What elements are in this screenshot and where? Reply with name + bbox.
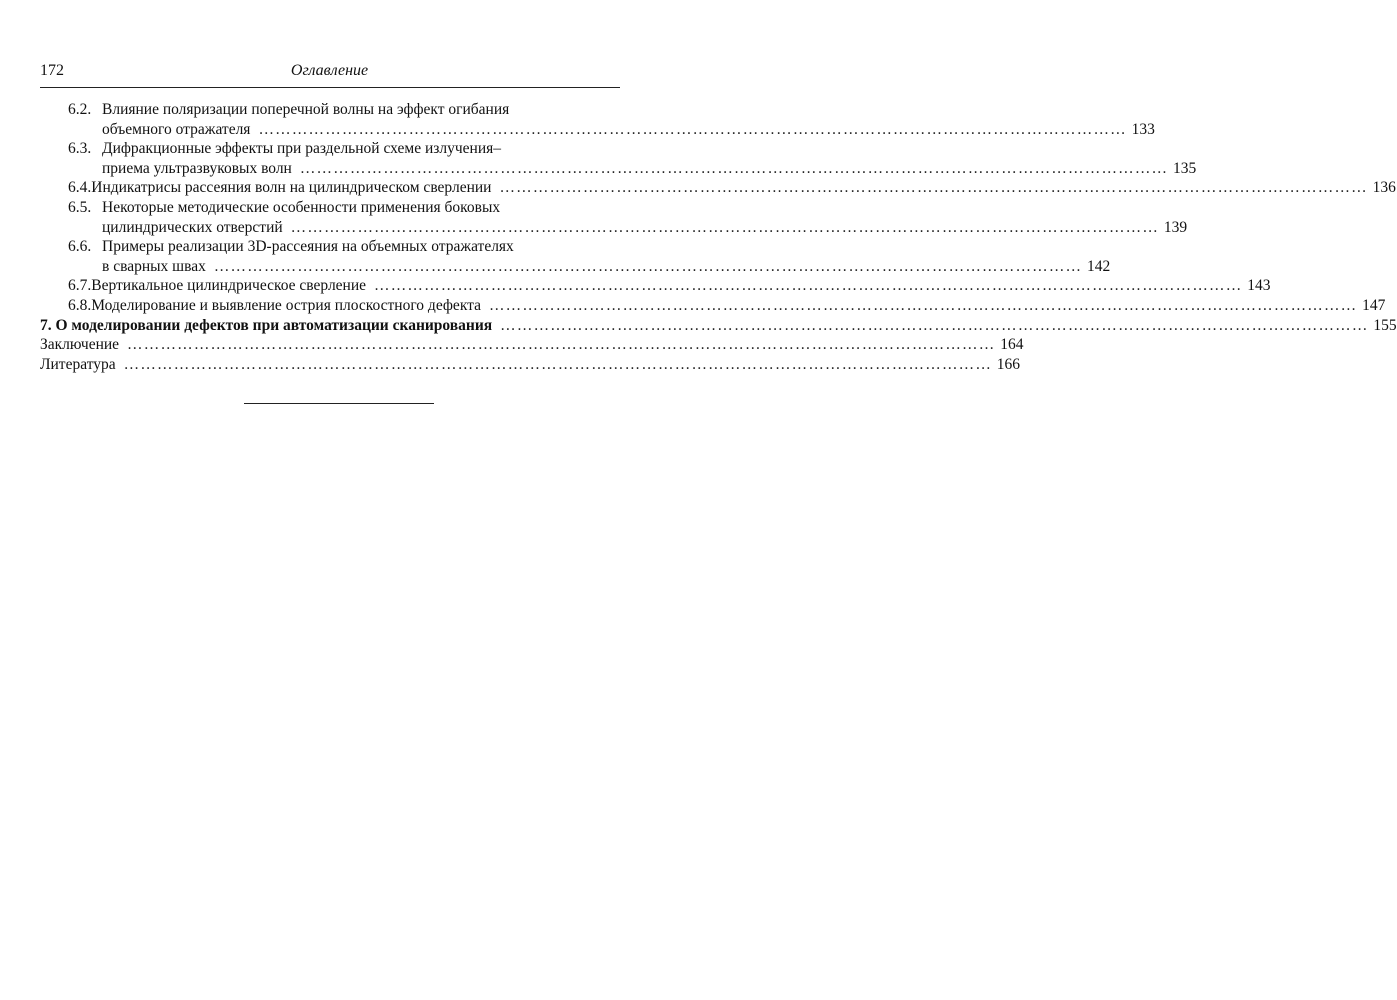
toc-entry-6-8[interactable] xyxy=(68,296,1386,316)
toc-page-number: 155 xyxy=(1373,316,1397,334)
toc-entry-number: 6.4. xyxy=(68,179,92,197)
toc-entry-title-last: в сварных швах xyxy=(102,257,206,275)
toc-entry-conclusion[interactable] xyxy=(40,335,1024,355)
toc-entry-number: 6.3. xyxy=(68,140,92,158)
toc-chapter-title: 7. О моделировании дефектов при автоматизации сканирования xyxy=(40,316,493,334)
toc-page-number: 139 xyxy=(1163,218,1188,236)
toc-page-number: 147 xyxy=(1362,296,1386,314)
dot-leader: ………………………………………………………………………………………………………………………………………… xyxy=(299,159,1169,177)
toc-page-number: 143 xyxy=(1247,277,1271,295)
toc-entry-6-2[interactable] xyxy=(68,100,1155,139)
toc-entry-6-5[interactable] xyxy=(68,198,1188,237)
toc-entry-references[interactable] xyxy=(40,355,1021,375)
dot-leader: ………………………………………………………………………………………………………………………………………… xyxy=(258,120,1127,138)
toc-entry-title-last: объемного отражателя xyxy=(102,120,251,138)
toc-page-number: 135 xyxy=(1173,159,1197,177)
toc-page-number: 133 xyxy=(1131,120,1155,138)
toc-entry-number: 6.8. xyxy=(68,296,92,314)
toc-chapter-title: Литература xyxy=(40,355,116,373)
toc-entry-6-7[interactable] xyxy=(68,276,1271,296)
toc-entry-title-last: цилиндрических отверстий xyxy=(102,218,283,236)
toc-entry-title-first: Примеры реализации 3D-рассеяния на объемных отражателях xyxy=(102,238,514,256)
toc-entry-6-6[interactable] xyxy=(68,237,1111,276)
toc-entry-title-first: Дифракционные эффекты при раздельной схеме излучения– xyxy=(102,140,501,158)
dot-leader: ………………………………………………………………………………………………………………………………………… xyxy=(127,336,996,354)
table-of-contents xyxy=(40,100,1397,374)
running-title: Оглавление xyxy=(290,62,369,79)
toc-entry-title-last: Моделирование и выявление острия плоскостного дефекта xyxy=(91,296,481,314)
dot-leader: ………………………………………………………………………………………………………………………………………… xyxy=(213,257,1083,275)
dot-leader: ………………………………………………………………………………………………………………………………………… xyxy=(499,179,1368,197)
running-head xyxy=(40,62,619,84)
toc-entry-title-last: Индикатрисы рассеяния волн на цилиндрическом сверлении xyxy=(91,179,492,197)
dot-leader: ………………………………………………………………………………………………………………………………………… xyxy=(488,296,1358,314)
toc-entry-title-last: приема ультразвуковых волн xyxy=(102,159,292,177)
toc-entry-title-last: Вертикальное цилиндрическое сверление xyxy=(91,277,367,295)
dot-leader: ………………………………………………………………………………………………………………………………………… xyxy=(374,277,1243,295)
dot-leader: ………………………………………………………………………………………………………………………………………… xyxy=(123,355,993,373)
toc-entry-number: 6.5. xyxy=(68,198,92,216)
toc-entry-6-4[interactable] xyxy=(68,178,1396,198)
toc-entry-number: 6.7. xyxy=(68,277,92,295)
dot-leader: ………………………………………………………………………………………………………………………………………… xyxy=(500,316,1369,334)
toc-page-number: 166 xyxy=(996,355,1021,373)
toc-entry-number: 6.6. xyxy=(68,238,92,256)
end-rule xyxy=(244,403,434,404)
header-rule xyxy=(40,87,620,88)
toc-entry-chapter-7[interactable] xyxy=(40,316,1397,336)
toc-page-number: 142 xyxy=(1087,257,1111,275)
toc-entry-title-first: Некоторые методические особенности применения боковых xyxy=(102,198,501,216)
toc-page-number: 164 xyxy=(1000,336,1024,354)
toc-entry-6-3[interactable] xyxy=(68,139,1197,178)
toc-entry-title-first: Влияние поляризации поперечной волны на эффект огибания xyxy=(102,101,510,118)
toc-chapter-title: Заключение xyxy=(40,336,120,354)
dot-leader: ………………………………………………………………………………………………………………………………………… xyxy=(290,218,1160,236)
toc-page-number: 136 xyxy=(1372,179,1396,197)
page-number: 172 xyxy=(40,62,64,79)
toc-entry-number: 6.2. xyxy=(68,101,92,118)
